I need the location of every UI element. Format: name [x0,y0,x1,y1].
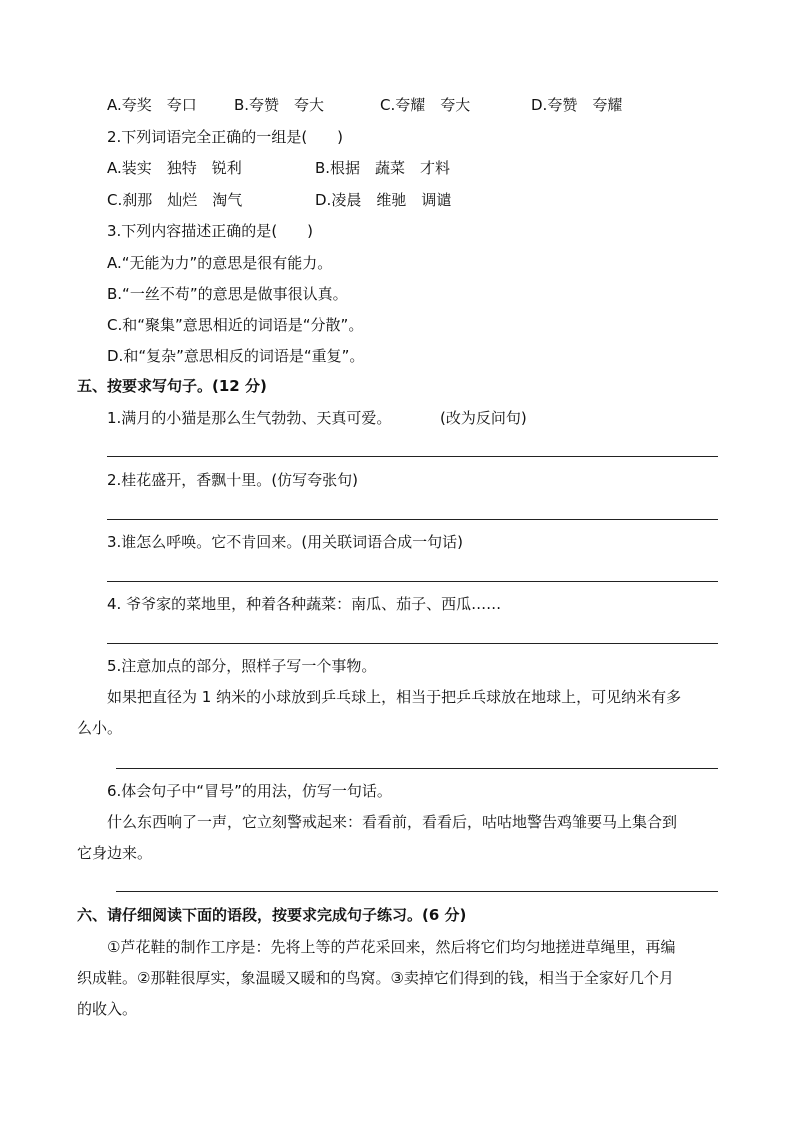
q3-option-a: A.“无能为力”的意思是很有能力。 [107,254,333,272]
s5-item-6-example-cont: 它身边来。 [77,844,153,862]
s5-item-5-example: 如果把直径为 1 纳米的小球放到乒乓球上，相当于把乒乓球放在地球上，可见纳米有多 [107,688,682,706]
s5-item-4: 4. 爷爷家的菜地里，种着各种蔬菜：南瓜、茄子、西瓜…… [107,595,502,613]
s5-item-2: 2.桂花盛开，香飘十里。(仿写夸张句) [107,471,359,489]
answer-line[interactable] [107,643,718,644]
q1-option-a: A.夸奖 夸口 [107,96,197,114]
answer-line[interactable] [107,519,718,520]
passage-line: ①芦花鞋的制作工序是：先将上等的芦花采回来，然后将它们均匀地搓进草绳里，再编 [107,938,676,956]
q3-option-b: B.“一丝不苟”的意思是做事很认真。 [107,285,348,303]
q2-option-a: A.装实 独特 锐利 [107,159,242,177]
s5-item-5-example-cont: 么小。 [77,719,123,737]
q3-stem: 3.下列内容描述正确的是( ) [107,222,314,240]
s5-item-6: 6.体会句子中“冒号”的用法，仿写一句话。 [107,782,392,800]
s5-item-6-example: 什么东西响了一声，它立刻警戒起来：看看前，看看后，咕咕地警告鸡雏要马上集合到 [107,813,678,831]
section5-heading: 五、按要求写句子。(12 分) [77,377,267,395]
s5-item-5: 5.注意加点的部分，照样子写一个事物。 [107,657,377,675]
section6-heading: 六、请仔细阅读下面的语段，按要求完成句子练习。(6 分) [77,906,467,924]
q2-option-c: C.刹那 灿烂 淘气 [107,191,243,209]
passage-line: 织成鞋。②那鞋很厚实，象温暖又暖和的鸟窝。③卖掉它们得到的钱，相当于全家好几个月 [77,969,674,987]
answer-line[interactable] [116,768,718,769]
s5-item-3: 3.谁怎么呼唤。它不肯回来。(用关联词语合成一句话) [107,533,464,551]
answer-line[interactable] [116,891,718,892]
q1-option-d: D.夸赞 夸耀 [531,96,623,114]
q2-option-d: D.凌晨 维驰 调谴 [315,191,452,209]
q3-option-c: C.和“聚集”意思相近的词语是“分散”。 [107,316,364,334]
s5-item-1: 1.满月的小猫是那么生气勃勃、天真可爱。 [107,409,392,427]
q2-option-b: B.根据 蔬菜 才料 [315,159,451,177]
q2-stem: 2.下列词语完全正确的一组是( ) [107,128,344,146]
answer-line[interactable] [107,581,718,582]
q1-option-c: C.夸耀 夸大 [380,96,471,114]
q3-option-d: D.和“复杂”意思相反的词语是“重复”。 [107,347,365,365]
passage-line: 的收入。 [77,1000,138,1018]
s5-item-1-hint: (改为反问句) [440,409,527,427]
q1-option-b: B.夸赞 夸大 [234,96,325,114]
answer-line[interactable] [107,456,718,457]
